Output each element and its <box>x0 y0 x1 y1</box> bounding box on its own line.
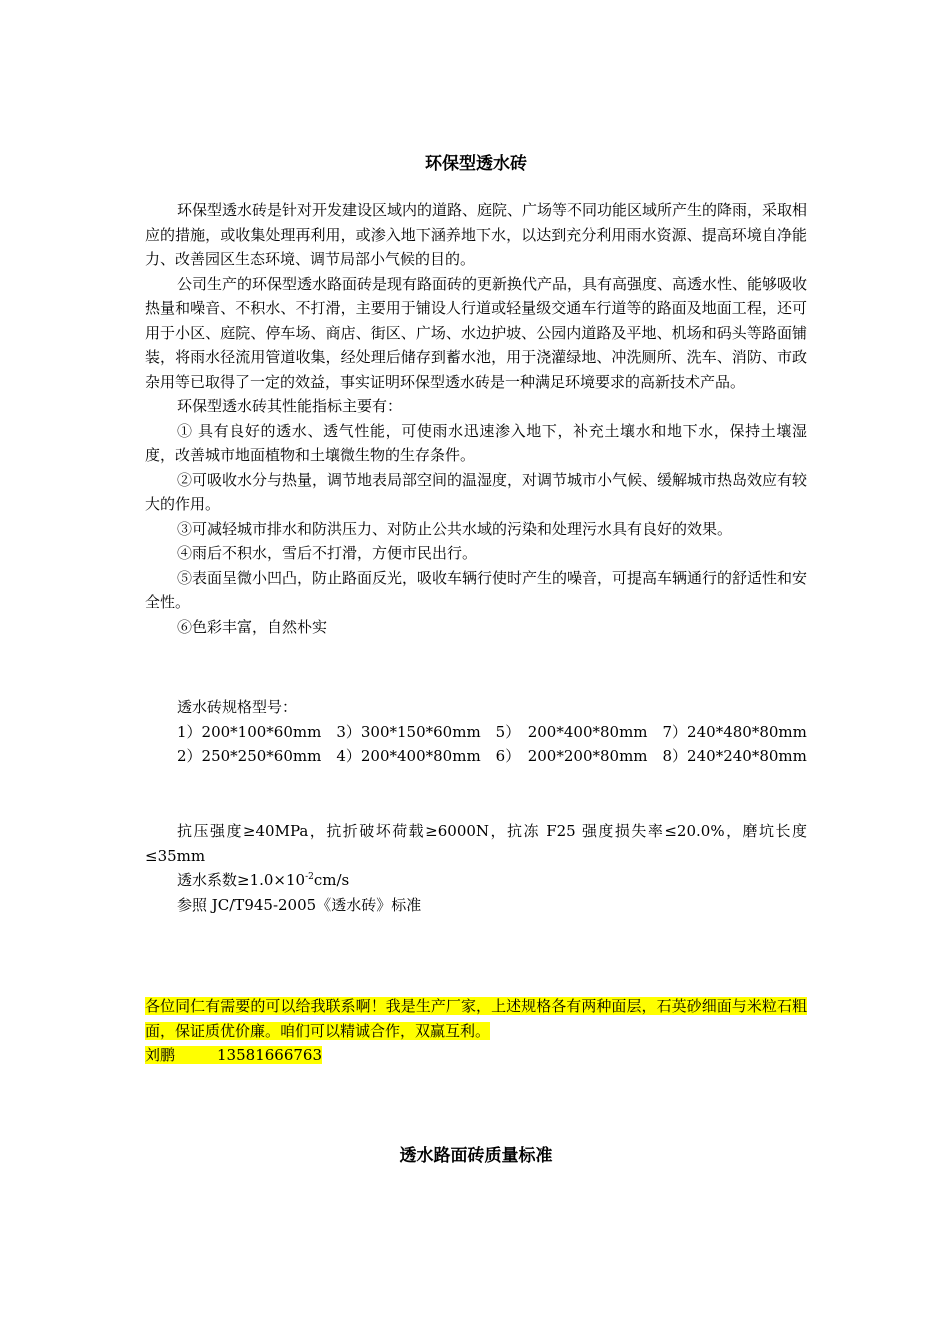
specs-row-2: 2）250*250*60mm 4）200*400*80mm 6） 200*200*80mm 8）240*240*80mm <box>177 747 807 765</box>
strength-spec: 抗压强度≥40MPa，抗折破坏荷载≥6000N，抗冻 F25 强度损失率≤20.0%，磨坑长度≤35mm <box>145 822 807 865</box>
contact-section <box>145 994 807 1068</box>
permeability-exponent: -2 <box>305 872 314 882</box>
specs-heading: 透水砖规格型号： <box>177 698 298 716</box>
performance-section <box>145 819 807 917</box>
permeability-spec <box>145 868 807 893</box>
standard-reference: 参照 JC/T945-2005《透水砖》标准 <box>177 895 422 914</box>
contact-phone: 13581666763 <box>175 1046 322 1064</box>
intro-section <box>145 198 807 639</box>
feature-item-1: ① 具有良好的透水、透气性能，可使雨水迅速渗入地下，补充土壤水和地下水，保持土壤湿度，改善城市地面植物和土壤微生物的生存条件。 <box>145 421 807 464</box>
contact-note-text: 各位同仁有需要的可以给我联系啊！我是生产厂家，上述规格各有两种面层，石英砂细面与米粒石粗面，保证质优价廉。咱们可以精诚合作，双赢互利。 <box>145 997 807 1040</box>
second-title: 透水路面砖质量标准 <box>399 1146 553 1166</box>
permeability-unit: cm/s <box>313 871 350 889</box>
main-title: 环保型透水砖 <box>425 154 527 174</box>
specs-section <box>145 695 807 769</box>
performance-heading: 环保型透水砖其性能指标主要有： <box>177 397 403 415</box>
feature-item-2: ②可吸收水分与热量，调节地表局部空间的温湿度，对调节城市小气候、缓解城市热岛效应有较大的作用。 <box>145 470 808 513</box>
feature-item-5: ⑤表面呈微小凹凸，防止路面反光，吸收车辆行使时产生的噪音，可提高车辆通行的舒适性和安全性。 <box>145 568 808 611</box>
permeability-prefix: 透水系数≥1.0×10 <box>177 871 306 889</box>
specs-row-1: 1）200*100*60mm 3）300*150*60mm 5） 200*400*80mm 7）240*480*80mm <box>177 722 807 741</box>
intro-paragraph-2: 公司生产的环保型透水路面砖是现有路面砖的更新换代产品，具有高强度、高透水性、能够吸收热量和噪音、不积水、不打滑，主要用于铺设人行道或轻量级交通车行道等的路面及地面工程，还可用于小区、庭院、停车场、商店、街区、广场、水边护坡、公园内道路及平地、机场和码头等路面铺装，将雨水径流用管道收集，经处理后储存到蓄水池，用于浇灌绿地、冲洗厕所、洗车、消防、市政杂用等已取得了一定的效益，事实证明环保型透水砖是一种满足环境要求的高新技术产品。 <box>145 274 808 391</box>
contact-line <box>145 1043 807 1068</box>
contact-note <box>145 994 807 1043</box>
feature-item-6: ⑥色彩丰富，自然朴实 <box>177 617 328 636</box>
contact-name: 刘鹏 <box>145 1046 176 1064</box>
feature-item-3: ③可减轻城市排水和防洪压力、对防止公共水域的污染和处理污水具有良好的效果。 <box>177 519 733 538</box>
feature-item-4: ④雨后不积水，雪后不打滑，方便市民出行。 <box>177 544 478 562</box>
intro-paragraph-1: 环保型透水砖是针对开发建设区域内的道路、庭院、广场等不同功能区域所产生的降雨，采取相应的措施，或收集处理再利用，或渗入地下涵养地下水，以达到充分利用雨水资源、提高环境自净能力、改善园区生态环境、调节局部小气候的目的。 <box>145 201 808 268</box>
